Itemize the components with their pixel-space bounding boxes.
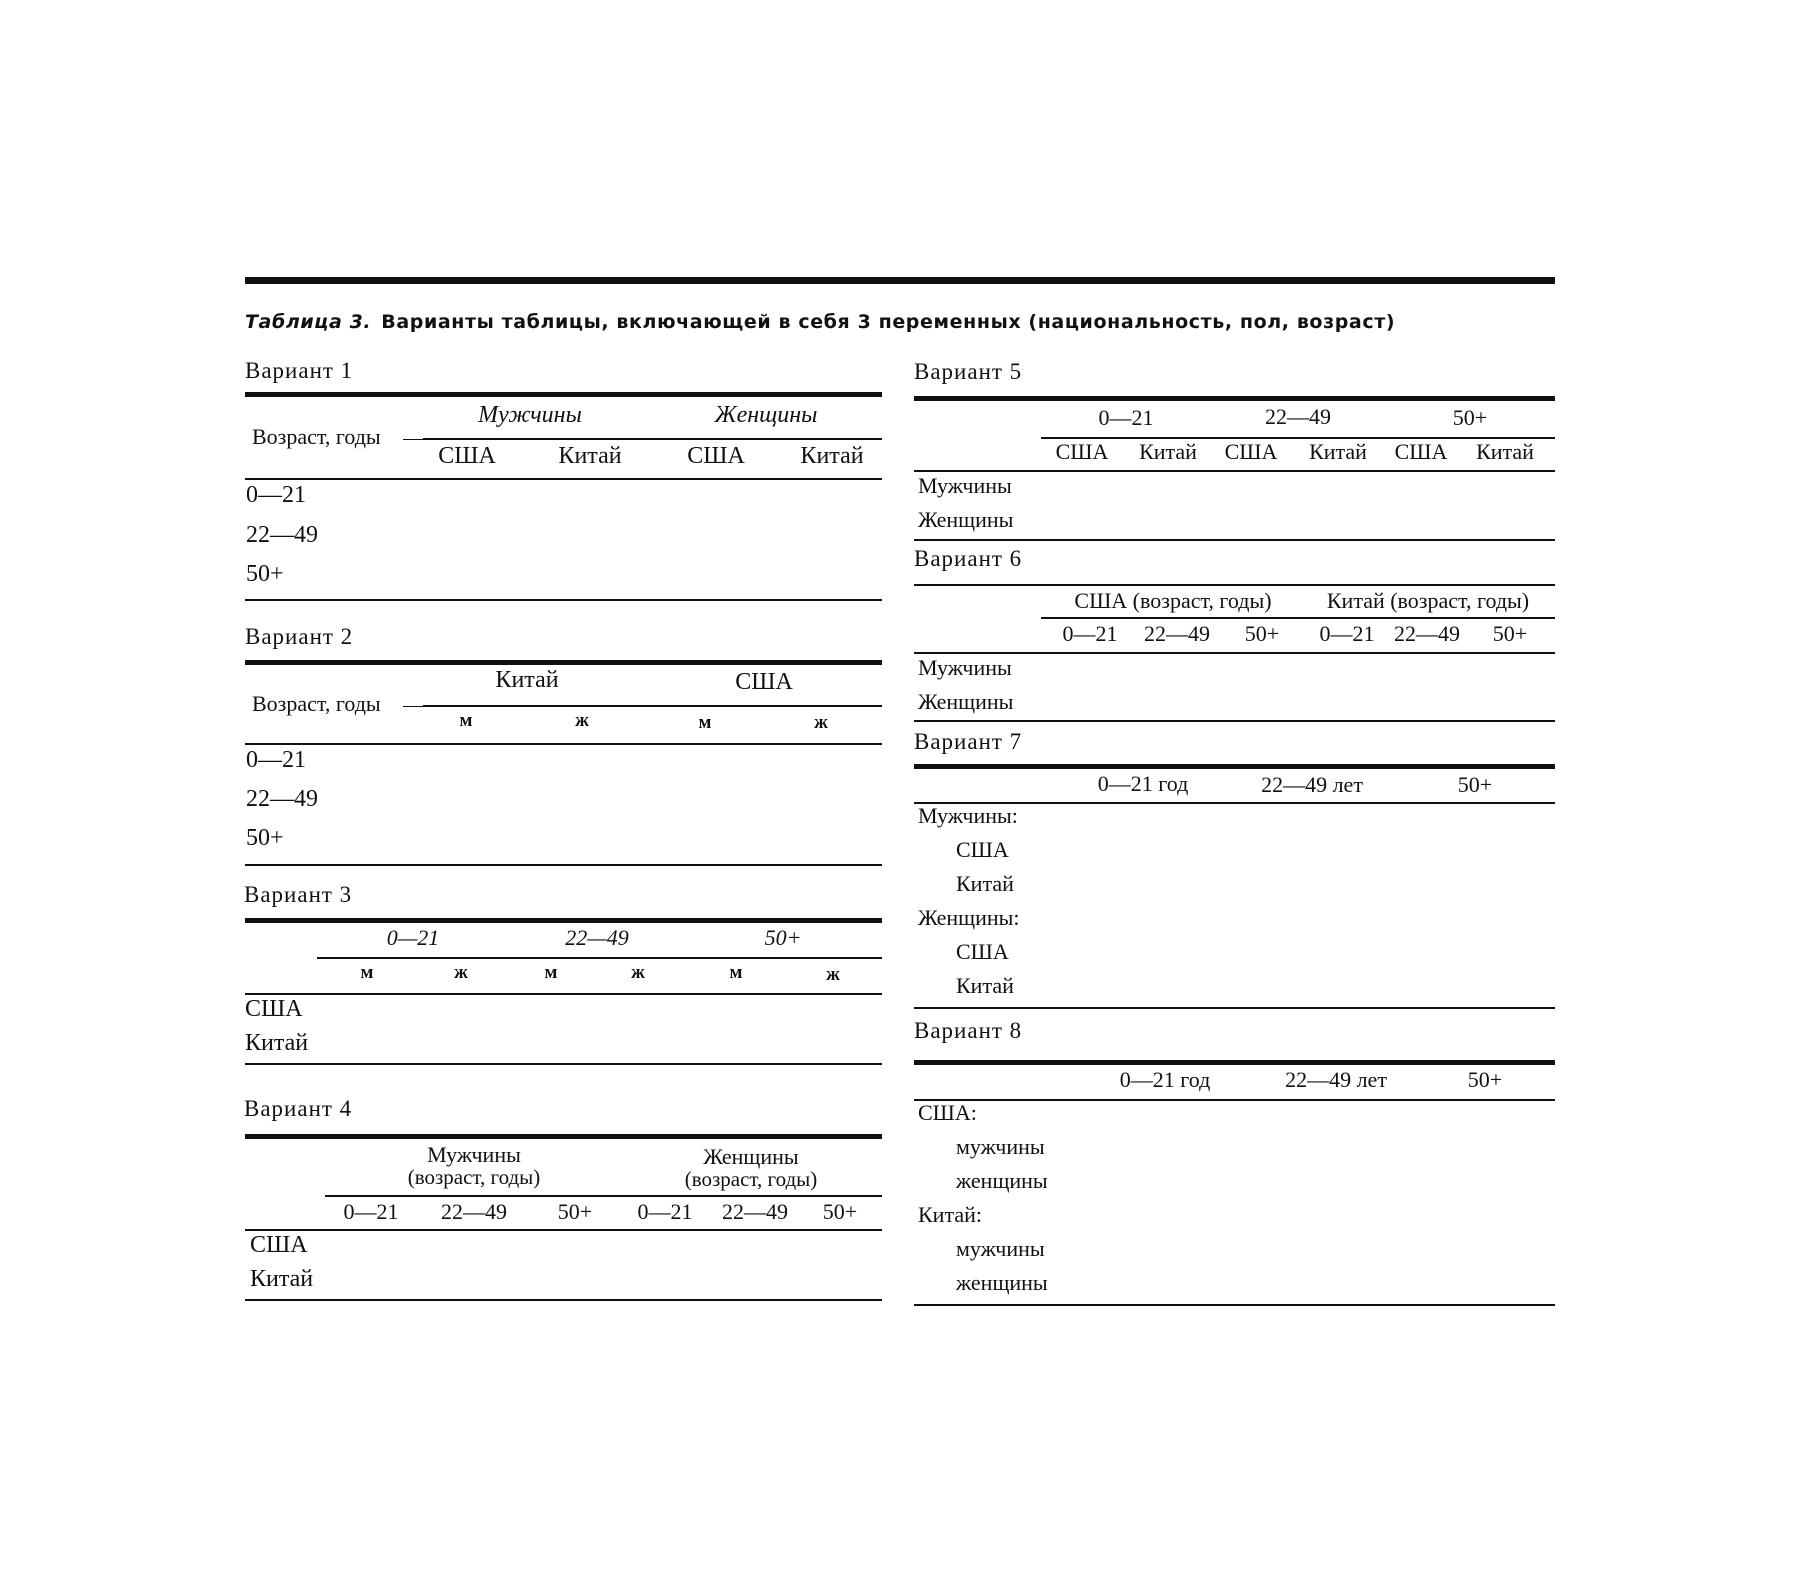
v7-top-rule: [914, 764, 1555, 769]
v6-group-usa: США (возраст, годы): [1074, 588, 1272, 613]
v8-row-usa-women: женщины: [956, 1168, 1048, 1193]
v1-row-50plus: 50+: [246, 561, 284, 587]
v7-row-women-usa: США: [956, 939, 1009, 964]
v5-col-china-2: Китай: [1309, 439, 1367, 464]
v2-bottom-rule: [245, 864, 882, 866]
v5-group-50plus: 50+: [1452, 405, 1488, 430]
v3-col-f-1: ж: [454, 962, 468, 983]
top-rule: [245, 277, 1555, 284]
v4-header-rule: [245, 1229, 882, 1231]
v6-col-usa-0-21: 0—21: [1062, 621, 1118, 646]
v6-top-rule: [914, 584, 1555, 586]
v8-top-rule: [914, 1060, 1555, 1065]
variant-1-label: Вариант 1: [245, 358, 354, 383]
v1-top-rule: [245, 392, 882, 397]
v8-row-usa-men: мужчины: [956, 1134, 1045, 1159]
v4-group-women-line1: Женщины: [703, 1144, 799, 1169]
v2-stub-header: Возраст, годы: [252, 691, 381, 716]
v8-col-0-21: 0—21 год: [1119, 1067, 1211, 1092]
v1-row-0-21: 0—21: [246, 482, 306, 508]
v2-col-f-2: ж: [814, 712, 828, 733]
v8-row-china: Китай:: [918, 1202, 982, 1227]
variant-5-label: Вариант 5: [914, 359, 1023, 384]
v8-header-rule: [914, 1099, 1555, 1101]
v7-col-0-21: 0—21 год: [1097, 771, 1189, 796]
v5-col-usa-1: США: [1055, 439, 1109, 464]
v5-top-rule: [914, 396, 1555, 401]
v4-col-men-50plus: 50+: [557, 1199, 593, 1224]
v2-row-22-49: 22—49: [246, 786, 318, 812]
v3-group-50plus: 50+: [764, 925, 802, 950]
v3-bottom-rule: [245, 1063, 882, 1065]
v5-col-usa-3: США: [1394, 439, 1448, 464]
v6-col-usa-22-49: 22—49: [1144, 621, 1210, 646]
v1-col-china-2: Китай: [800, 443, 864, 469]
v3-col-m-3: м: [729, 962, 743, 983]
v8-bottom-rule: [914, 1304, 1555, 1306]
v3-row-usa: США: [245, 996, 303, 1022]
v3-group-0-21: 0—21: [386, 925, 440, 950]
v2-col-m-1: м: [459, 710, 473, 731]
v5-header-rule: [914, 470, 1555, 472]
v1-group-rule: [423, 438, 882, 440]
v8-row-usa: США:: [918, 1100, 977, 1125]
v5-bottom-rule: [914, 539, 1555, 541]
v1-stub-dash: [403, 439, 423, 440]
v6-group-china: Китай (возраст, годы): [1326, 588, 1530, 613]
v2-col-m-2: м: [698, 712, 712, 733]
variant-7-label: Вариант 7: [914, 729, 1023, 754]
v4-col-women-22-49: 22—49: [722, 1199, 788, 1224]
v1-bottom-rule: [245, 599, 882, 601]
v4-col-men-22-49: 22—49: [441, 1199, 507, 1224]
v4-col-men-0-21: 0—21: [343, 1199, 399, 1224]
variant-6-label: Вариант 6: [914, 546, 1023, 571]
variant-8-label: Вариант 8: [914, 1018, 1023, 1043]
v2-row-50plus: 50+: [246, 825, 284, 851]
v7-row-men: Мужчины:: [918, 803, 1018, 828]
v6-row-women: Женщины: [918, 689, 1014, 714]
v2-col-f-1: ж: [575, 710, 589, 731]
v4-col-women-0-21: 0—21: [637, 1199, 693, 1224]
v1-col-usa-2: США: [687, 443, 745, 469]
v1-col-usa-1: США: [438, 443, 496, 469]
v6-row-men: Мужчины: [918, 655, 1012, 680]
v6-header-rule: [914, 652, 1555, 654]
v8-row-china-women: женщины: [956, 1270, 1048, 1295]
v2-group-rule: [423, 705, 882, 707]
v1-group-women: Женщины: [714, 402, 818, 428]
v5-group-22-49: 22—49: [1265, 404, 1331, 429]
v4-col-women-50plus: 50+: [822, 1199, 858, 1224]
v5-col-china-1: Китай: [1139, 439, 1197, 464]
v5-group-0-21: 0—21: [1098, 405, 1154, 430]
v2-row-0-21: 0—21: [246, 747, 306, 773]
v5-col-usa-2: США: [1224, 439, 1278, 464]
v7-row-women-china: Китай: [956, 973, 1014, 998]
v2-group-usa: США: [735, 669, 793, 695]
variant-2-label: Вариант 2: [245, 624, 354, 649]
v3-col-m-2: м: [544, 962, 558, 983]
v6-col-china-22-49: 22—49: [1394, 621, 1460, 646]
v1-header-rule: [245, 478, 882, 480]
v3-header-rule: [245, 993, 882, 995]
v3-col-f-2: ж: [631, 962, 645, 983]
v8-col-22-49: 22—49 лет: [1285, 1067, 1387, 1092]
table-caption: [245, 311, 1395, 333]
v7-bottom-rule: [914, 1007, 1555, 1009]
v4-top-rule: [245, 1134, 882, 1139]
v4-group-women-line2: (возраст, годы): [684, 1167, 818, 1191]
v4-row-usa: США: [250, 1232, 308, 1258]
v6-group-rule: [1041, 617, 1555, 619]
v3-row-china: Китай: [245, 1030, 309, 1056]
v4-bottom-rule: [245, 1299, 882, 1301]
v4-group-rule: [325, 1195, 882, 1197]
v3-col-f-3: ж: [826, 964, 840, 985]
v7-row-women: Женщины:: [918, 905, 1020, 930]
v7-row-men-china: Китай: [956, 871, 1014, 896]
v2-group-china: Китай: [495, 667, 559, 693]
v3-top-rule: [245, 918, 882, 923]
caption-lead: Таблица 3.: [245, 311, 372, 333]
v4-group-men-line1: Мужчины: [427, 1142, 521, 1167]
v5-row-women: Женщины: [918, 507, 1014, 532]
v3-col-m-1: м: [360, 962, 374, 983]
v1-row-22-49: 22—49: [246, 522, 318, 548]
v8-col-50plus: 50+: [1467, 1067, 1503, 1092]
v4-group-men-line2: (возраст, годы): [407, 1165, 541, 1189]
v3-group-22-49: 22—49: [565, 925, 629, 950]
v2-header-rule: [245, 743, 882, 745]
v1-group-men: Мужчины: [478, 402, 582, 428]
v6-col-usa-50plus: 50+: [1244, 621, 1280, 646]
v6-col-china-0-21: 0—21: [1319, 621, 1375, 646]
v1-col-china-1: Китай: [558, 443, 622, 469]
v4-row-china: Китай: [250, 1266, 314, 1292]
v6-bottom-rule: [914, 720, 1555, 722]
v5-col-china-3: Китай: [1476, 439, 1534, 464]
v3-group-rule: [317, 957, 882, 959]
caption-text: Варианты таблицы, включающей в себя 3 переменных (национальность, пол, возраст): [381, 311, 1396, 333]
variant-4-label: Вариант 4: [244, 1096, 353, 1121]
v7-row-men-usa: США: [956, 837, 1009, 862]
v5-row-men: Мужчины: [918, 473, 1012, 498]
v8-row-china-men: мужчины: [956, 1236, 1045, 1261]
v1-stub-header: Возраст, годы: [252, 424, 381, 449]
v7-col-50plus: 50+: [1457, 772, 1493, 797]
v6-col-china-50plus: 50+: [1492, 621, 1528, 646]
v2-top-rule: [245, 660, 882, 665]
variant-3-label: Вариант 3: [244, 882, 353, 907]
v7-col-22-49: 22—49 лет: [1261, 772, 1363, 797]
v2-stub-dash: [403, 706, 423, 707]
